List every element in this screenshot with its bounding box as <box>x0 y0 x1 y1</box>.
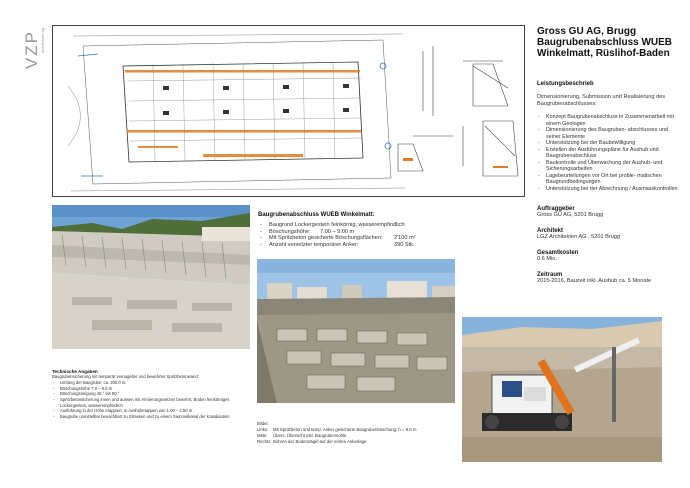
summary-text: Anzahl versetzter temporärer Anker: <box>269 241 359 248</box>
logo-mark: VZP <box>22 30 41 70</box>
list-item: - Baukontrolle und Überwachung der Aushub- und Sicherungsarbeiten <box>537 160 682 173</box>
list-item: - Unterstützung bei der Baubewilligung <box>537 140 682 147</box>
list-item <box>258 222 458 229</box>
summary-text: Mit Spritzbeton gesicherte Böschungsflächen: <box>269 235 383 242</box>
caption-row <box>257 439 457 445</box>
list-item <box>258 242 458 249</box>
architect-value: LGZ Architekten AG , 5201 Brugg <box>537 234 621 240</box>
project-info-column <box>537 26 682 285</box>
services-intro: Dimensionierung, Submission und Realisierung des Baugrubenabschlusses: <box>537 94 666 107</box>
summary-value: 390 Stk. <box>394 241 415 248</box>
list-item: - Umfang der Baugrube: ca. 300.0 m, <box>52 380 252 386</box>
photo-drilling <box>462 317 662 462</box>
summary-text: Böschungshöhe: <box>269 228 311 235</box>
caption-text: Übers. Übersicht inkl. Baugrubensohle <box>273 433 347 438</box>
summary-block <box>258 212 458 248</box>
list-item: - Ausführung in der Höhe etappiert, in Aushubetappen von 1.00 – 2.50 m <box>52 408 252 414</box>
list-item: - Baugrube unmittelbar benachbart zu Strassen und zu einem Sammelkanal der Kanalisation <box>52 414 252 420</box>
period-value: 2015-2016, Bauzeit inkl. Aushub ca. 5 Monate <box>537 278 652 284</box>
photo-slope <box>52 205 250 349</box>
client-label: Auftraggeber <box>537 206 575 212</box>
cost-label: Gesamtkosten <box>537 250 579 256</box>
company-logo <box>18 30 40 100</box>
photo-captions <box>257 421 457 445</box>
summary-value: 2'100 m² <box>394 235 416 242</box>
caption-text: Mit Spritzbeton und temp. Anker gesicherte Baugrubenböschung, h = 8.0 m <box>273 427 417 432</box>
list-item: - Erstellen der Ausführungspläne für Aushub und Baugrubenabschluss <box>537 147 682 160</box>
client-value: Gross GU AG, 5201 Brugg <box>537 212 604 218</box>
title-line-1: Baugrubenabschluss WUEB <box>537 37 673 48</box>
architect-label: Architekt <box>537 228 564 234</box>
construction-drawing <box>52 25 525 197</box>
list-item: - Dimensionierung des Baugruben- abschlusses und seiner Elemente <box>537 127 682 140</box>
captions-heading: Bilder: <box>257 421 270 426</box>
caption-label: Mitte: <box>257 433 268 438</box>
logo-subline: architekten ag <box>40 28 45 54</box>
services-heading: Leistungsbeschrieb <box>537 81 594 87</box>
list-item: - Unterstützung bei der Abrechnung / Ausmasskontrollen <box>537 186 682 193</box>
summary-heading: Baugrubenabschluss WUEB Winkelmatt: <box>258 212 375 218</box>
caption-label: Links: <box>257 427 269 432</box>
title-line-2: Winkelmatt, Rüslihof-Baden <box>537 48 670 59</box>
period-label: Zeitraum <box>537 272 563 278</box>
summary-text: Baugrund Lockergestein feinkörnig, wasserempfindlich <box>269 222 405 228</box>
technical-intro: Baugrubensicherung mit temporär vernagelter und bewehrter Spritzbetonwand: <box>52 374 199 379</box>
list-item: - Lagebeurteilungen vor Ort bei proble- matischen Baugrundbedingungen <box>537 173 682 186</box>
list-item: - Böschungsneigung 45 ° bis 80 ° <box>52 391 252 397</box>
list-item: - Böschungshöhe 7.0 – 9.0 m <box>52 386 252 392</box>
list-item: - Konzept Baugrubenabschluss in Zusammenarbeit mit einem Geologen <box>537 114 682 127</box>
services-list <box>537 114 682 192</box>
caption-text: Bohren der Bodennägel auf der ersten Ankerlage <box>273 439 367 444</box>
cost-value: 0.6 Mio. <box>537 256 557 262</box>
list-item <box>258 235 458 242</box>
technical-data <box>52 369 252 419</box>
caption-label: Rechts: <box>257 439 272 444</box>
technical-list <box>52 380 252 419</box>
photo-overview <box>257 259 455 403</box>
summary-value: 7.00 – 9.00 m <box>320 228 355 235</box>
summary-list <box>258 222 458 248</box>
technical-heading: Technische Angaben <box>52 369 98 374</box>
list-item: - Spritzbetonsicherung innen und aussen mit Armierungsnetzen bewehrt, Boden feinkörniges Lockergestein, wasserempfindlich <box>52 397 252 408</box>
site-plan-drawing <box>53 26 525 197</box>
client-line: Gross GU AG, Brugg <box>537 26 637 37</box>
list-item <box>258 229 458 236</box>
